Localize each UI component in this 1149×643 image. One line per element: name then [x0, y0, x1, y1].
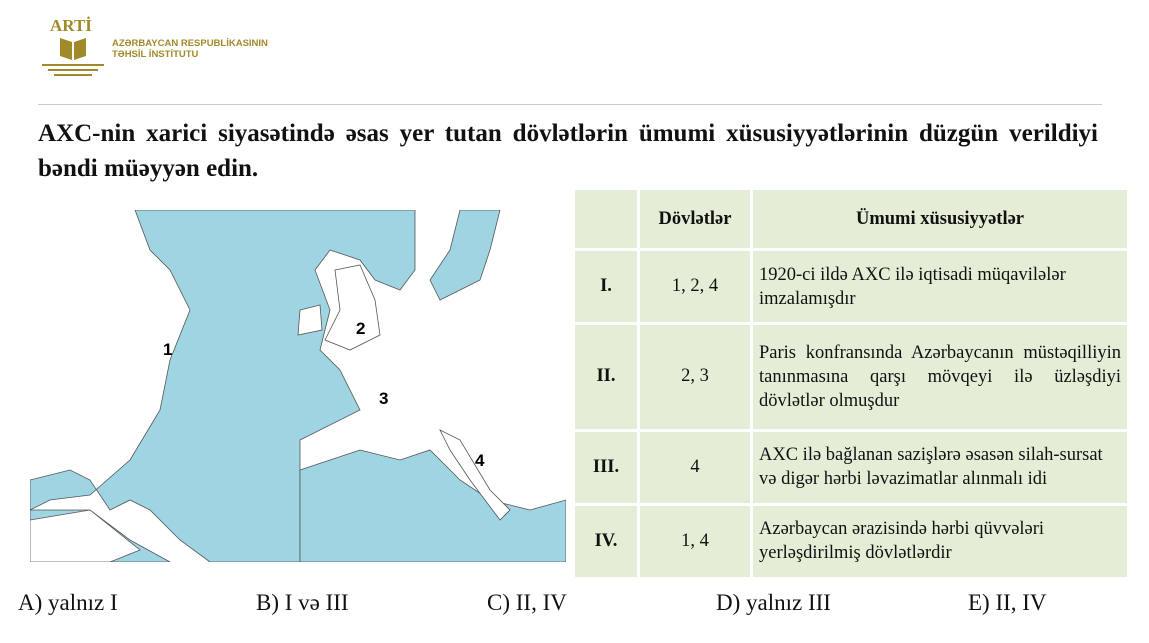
table-row — [574, 504, 1129, 578]
logo-acronym: ARTİ — [50, 16, 92, 35]
answer-b[interactable]: B) I və III — [256, 590, 349, 615]
logo-line-1: AZƏRBAYCAN RESPUBLİKASININ — [112, 38, 268, 49]
map-label-1: 1 — [163, 340, 173, 359]
row-number: II. — [574, 324, 639, 431]
table-row — [574, 250, 1129, 324]
row-description: AXC ilə bağlanan sazişlərə əsasən silah-sursat və digər hərbi ləvazimatlar alınmalı idi — [752, 430, 1129, 504]
header-states: Dövlətlər — [639, 189, 752, 250]
row-states: 1, 4 — [639, 504, 752, 578]
map-europe-north-america — [30, 210, 566, 562]
table-header-row — [574, 189, 1129, 250]
map-label-4: 4 — [475, 451, 485, 470]
table-row — [574, 324, 1129, 431]
row-number: III. — [574, 430, 639, 504]
header-characteristics: Ümumi xüsusiyyətlər — [752, 189, 1129, 250]
logo-institution — [112, 38, 268, 60]
answer-e[interactable]: E) II, IV — [968, 590, 1047, 615]
row-states: 1, 2, 4 — [639, 250, 752, 324]
logo-line-2: TƏHSİL İNSTİTUTU — [112, 49, 199, 60]
map-label-3: 3 — [379, 389, 389, 408]
map-label-2: 2 — [356, 319, 366, 338]
question-text: AXC-nin xarici siyasətində əsas yer tutan dövlətlərin ümumi xüsusiyyətlərinin düzgün verildiyi bəndi müəyyən edin. — [38, 120, 1098, 182]
answer-d[interactable]: D) yalnız III — [716, 590, 831, 615]
table-row — [574, 430, 1129, 504]
row-description: Azərbaycan ərazisində hərbi qüvvələri yerləşdirilmiş dövlətlərdir — [752, 504, 1129, 578]
row-number: I. — [574, 250, 639, 324]
row-states: 2, 3 — [639, 324, 752, 431]
row-description: Paris konfransında Azərbaycanın müstəqilliyin tanınmasına qarşı mövqeyi ilə üzləşdiyi dövlətlər olmuşdur — [752, 324, 1129, 431]
answer-a[interactable]: A) yalnız I — [18, 590, 118, 615]
header-num — [574, 189, 639, 250]
answer-c[interactable]: C) II, IV — [487, 590, 567, 615]
divider — [38, 104, 1102, 105]
row-states: 4 — [639, 430, 752, 504]
row-description: 1920-ci ildə AXC ilə iqtisadi müqavilələr imzalamışdır — [752, 250, 1129, 324]
characteristics-table — [572, 187, 1130, 580]
row-number: IV. — [574, 504, 639, 578]
arti-logo — [40, 16, 300, 80]
